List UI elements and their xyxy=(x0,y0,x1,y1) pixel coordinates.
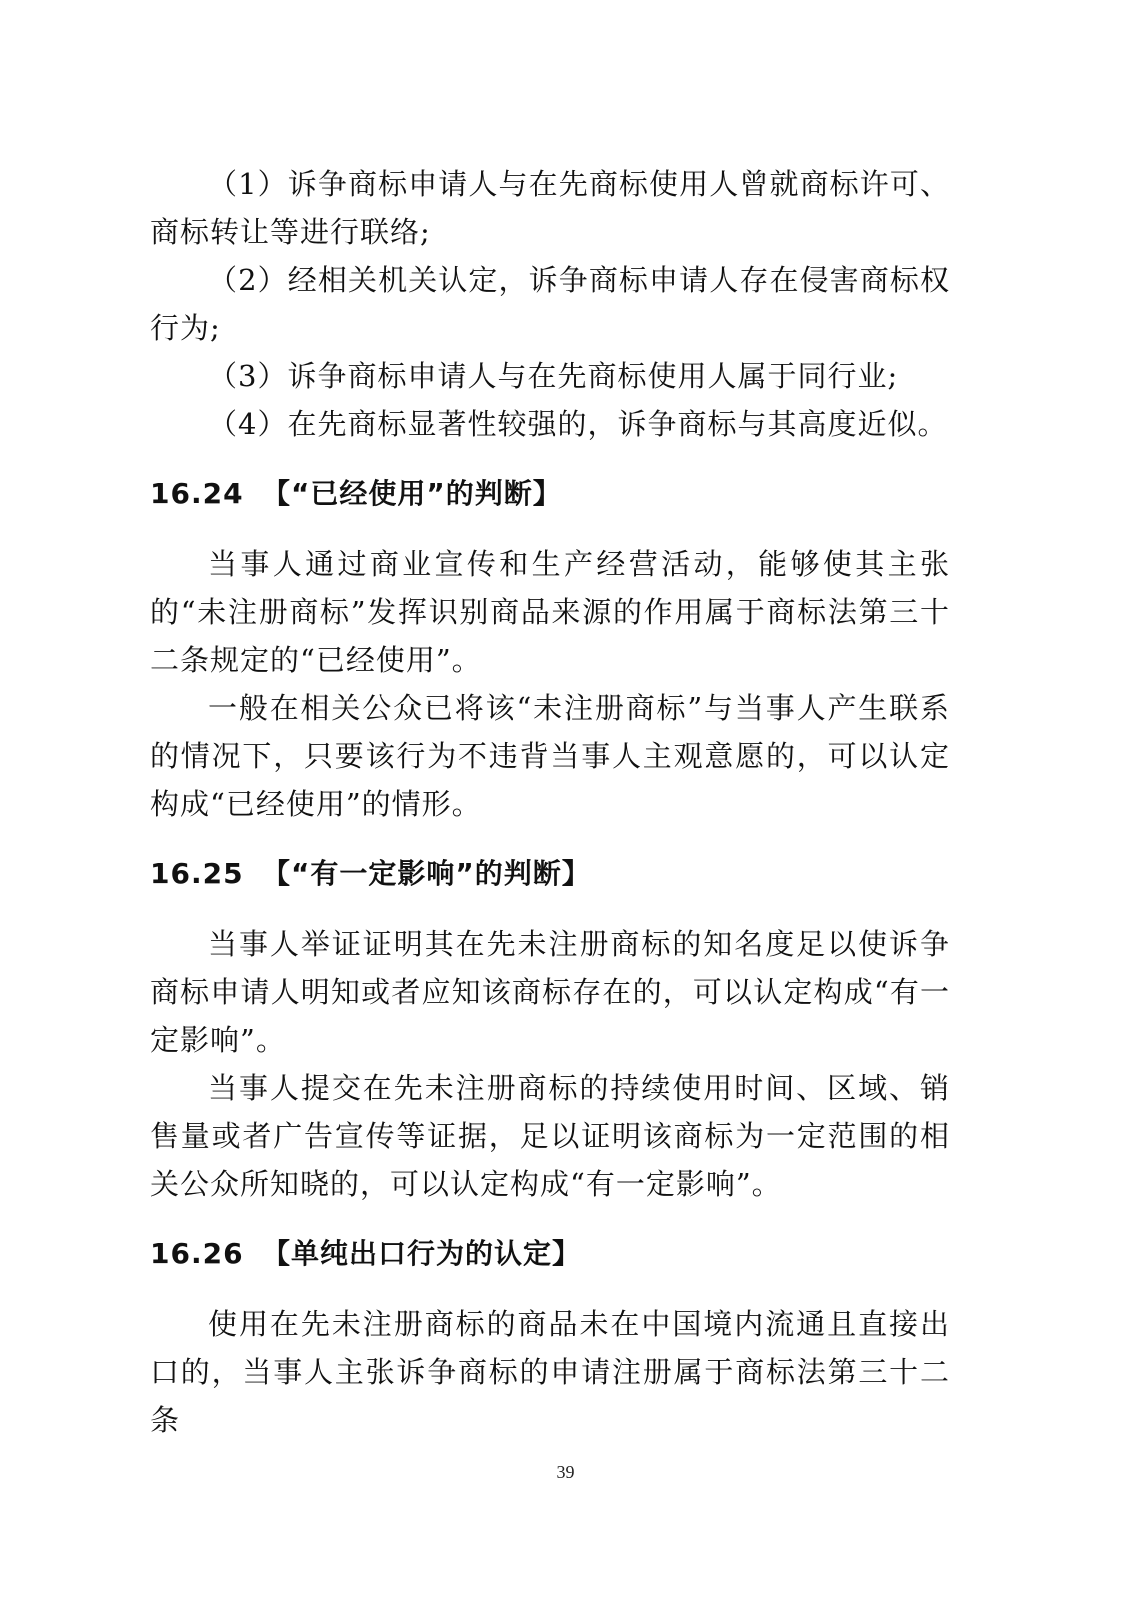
section-heading-16-25 xyxy=(150,854,950,894)
section-number: 16.26 xyxy=(150,1237,244,1270)
page-number: 39 xyxy=(556,1462,575,1482)
list-item: （2）经相关机关认定，诉争商标申请人存在侵害商标权行为; xyxy=(150,263,950,345)
list-item: （1）诉争商标申请人与在先商标使用人曾就商标许可、商标转让等进行联络; xyxy=(150,167,950,249)
paragraph: 当事人提交在先未注册商标的持续使用时间、区域、销售量或者广告宣传等证据，足以证明该商标为一定范围的相关公众所知晓的，可以认定构成“有一定影响”。 xyxy=(150,1071,950,1201)
paragraph: 当事人通过商业宣传和生产经营活动，能够使其主张的“未注册商标”发挥识别商品来源的作用属于商标法第三十二条规定的“已经使用”。 xyxy=(150,547,950,677)
section-heading-16-24 xyxy=(150,474,950,514)
list-item: （4）在先商标显著性较强的，诉争商标与其高度近似。 xyxy=(208,407,948,441)
section-title: 【“已经使用”的判断】 xyxy=(262,477,562,510)
document-page xyxy=(150,160,950,1444)
paragraph: 当事人举证证明其在先未注册商标的知名度足以使诉争商标申请人明知或者应知该商标存在的，可以认定构成“有一定影响”。 xyxy=(150,927,950,1057)
section-number: 16.25 xyxy=(150,857,244,890)
section-title: 【单纯出口行为的认定】 xyxy=(262,1237,582,1270)
paragraph: 一般在相关公众已将该“未注册商标”与当事人产生联系的情况下，只要该行为不违背当事人主观意愿的，可以认定构成“已经使用”的情形。 xyxy=(150,691,950,821)
section-title: 【“有一定影响”的判断】 xyxy=(262,857,591,890)
list-item: （3）诉争商标申请人与在先商标使用人属于同行业; xyxy=(208,359,899,393)
section-heading-16-26 xyxy=(150,1234,950,1274)
paragraph: 使用在先未注册商标的商品未在中国境内流通且直接出口的，当事人主张诉争商标的申请注册属于商标法第三十二条 xyxy=(150,1307,950,1437)
section-number: 16.24 xyxy=(150,477,244,510)
